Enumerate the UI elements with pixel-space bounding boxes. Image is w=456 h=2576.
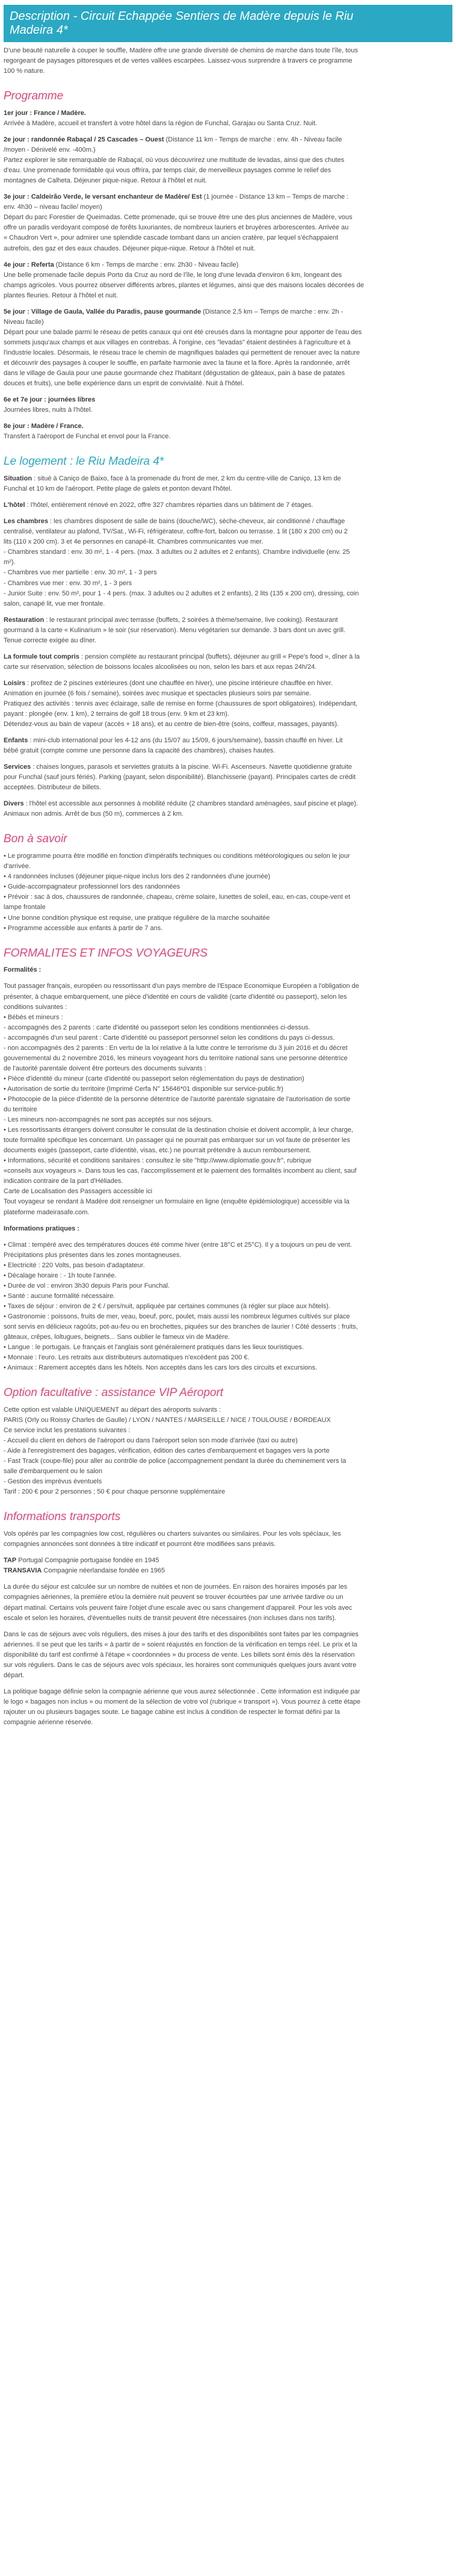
- option-line: Cette option est valable UNIQUEMENT au départ des aéroports suivants :: [4, 1406, 221, 1414]
- infos-pratiques-line: • Animaux : Rarement acceptés dans les hôtels. Non acceptés dans les cars lors des circuits et excursions.: [4, 1364, 318, 1372]
- option-block: [4, 1405, 452, 1497]
- transport-line: compagnie aérienne réservée.: [4, 1718, 93, 1726]
- option-line: - Gestion des imprévus éventuels: [4, 1478, 102, 1486]
- infos-pratiques-block: [4, 1240, 452, 1374]
- transport-intro-line: compagnies annoncées sont données à titre indicatif et pourront être modifiées sans préavis.: [4, 1541, 276, 1548]
- logement-line: [4, 547, 452, 557]
- day-text-line: « Chaudron Vert », pour admirer une splendide cascade tombant dans un ancien cratère, par lequel s'échappaient: [4, 234, 339, 242]
- formalites-subheading: Formalités :: [4, 966, 42, 974]
- transport-line: le logo « bagages non inclus » ou moment de la sélection de votre vol (rubrique « transport »). Vous pourrez à cette étape: [4, 1698, 361, 1705]
- infos-pratiques-line: • Electricité : 220 Volts, pas besoin d'adaptateur.: [4, 1261, 145, 1269]
- formalites-line: - Les mineurs non-accompagnés ne sont pas acceptés sur nos séjours.: [4, 1116, 213, 1124]
- formalites-line: • Photocopie de la pièce d'identité de la personne détentrice de l'autorité parentale signataire de l'autorisation de sortie: [4, 1095, 351, 1103]
- logement-line: [4, 568, 452, 578]
- logement-text: - Chambres vue mer partielle : env. 30 m², 1 - 3 pers: [4, 569, 157, 577]
- formalites-line: • Les ressortissants étrangers doivent consulter le consulat de la destination choisie et doivent accomplir, à leur charge,: [4, 1126, 354, 1134]
- logement-line: [4, 500, 452, 511]
- logement-line: [4, 772, 452, 783]
- formalites-line: Tout voyageur se rendant à Madère doit renseigner un formulaire en ligne (enquête épidémiologique) accessible via la: [4, 1198, 350, 1206]
- day-text-line: Partez explorer le site remarquable de Rabaçal, où vous découvrirez une multitude de levadas, ainsi que des chutes: [4, 157, 345, 164]
- logement-text: : mini-club international pour les 4-12 ans (du 15/07 au 15/09, 6 jours/semaine), bassin chauffé en hiver. Lit: [28, 737, 343, 745]
- day-text-line: douces et fruits), une belle expérience dans un esprit de convivialité. Nuit à l'hôtel.: [4, 380, 244, 388]
- formalites-line: de l'autorité parentale doivent être porteurs des documents suivants :: [4, 1064, 206, 1072]
- option-line: PARIS (Orly ou Roissy Charles de Gaulle) / LYON / NANTES / MARSEILLE / NICE / TOULOUSE / BORDEAUX: [4, 1417, 331, 1424]
- transport-line: La durée du séjour est calculée sur un nombre de nuitées et non de journées. En raison des horaires imposés par les: [4, 1583, 348, 1591]
- logement-text: : profitez de 2 piscines extérieures (dont une chauffée en hiver), une piscine intérieure chauffée en hiver.: [25, 679, 333, 687]
- bon-savoir-line: • Une bonne condition physique est requise, une pratique régulière de la marche souhaitée: [4, 914, 270, 922]
- formalites-line: plateforme madeirasafe.com.: [4, 1208, 90, 1216]
- transport-intro: [4, 1529, 452, 1550]
- page-title-line-2: Madeira 4*: [10, 23, 68, 37]
- day-title-line: [4, 260, 452, 270]
- logement-line: [4, 662, 452, 672]
- logement-line: [4, 652, 452, 662]
- logement-line: [4, 809, 452, 819]
- intro-line: 100 % nature.: [4, 67, 45, 75]
- logement-line: [4, 599, 452, 609]
- day-text-line: autrefois, des gaz et des eaux chaudes. Déjeuner pique-nique. Retour à l'hôtel et nuit.: [4, 244, 256, 252]
- day-text-line: Arrivée à Madère, accueil et transfert à votre hôtel dans la région de Funchal, Garajau ou Santa Cruz. Nuit.: [4, 119, 317, 127]
- day-title-line: [4, 192, 452, 202]
- option-line: - Accueil du client en dehors de l'aéroport ou dans l'aéroport selon son mode d'arrivée (taxi ou autre): [4, 1437, 298, 1445]
- logement-text: Animation en journée (6 fois / semaine), soirées avec musique et spectacles plusieurs soirs par semaine.: [4, 689, 312, 697]
- formalites-line: du territoire: [4, 1106, 37, 1114]
- transport-para-2: [4, 1630, 452, 1681]
- intro-line: regorgeant de paysages pittoresques et de vertes vallées escarpées. Laissez-vous surprendre à travers ce programme: [4, 57, 353, 65]
- logement-text: : pension complète au restaurant principal (buffets), déjeuner au grill « Pepe's food », dîner à la: [79, 653, 360, 660]
- airline-description: Compagnie néerlandaise fondée en 1965: [42, 1567, 165, 1575]
- logement-text: : l'hôtel est accessible aux personnes à mobilité réduite (2 chambres standard aménagées, sauf piscine et plage).: [23, 800, 359, 808]
- programme-day: [4, 135, 452, 186]
- logement-label: Situation: [4, 475, 32, 483]
- day-text-line: Transfert à l'aéroport de Funchal et envol pour la France.: [4, 433, 171, 441]
- programme-day: [4, 421, 452, 442]
- logement-line: [4, 719, 452, 730]
- logement-paragraph: [4, 799, 452, 819]
- logement-line: [4, 537, 452, 547]
- day-text-line: Une belle promenade facile depuis Porto da Cruz au nord de l'île, le long d'une levada d'environ 6 km, longeant des: [4, 271, 342, 279]
- transport-para-3: [4, 1687, 452, 1728]
- logement-line: [4, 636, 452, 646]
- transport-heading: Informations transports: [4, 1510, 121, 1524]
- logement-paragraph: [4, 517, 452, 609]
- option-line: Tarif : 200 € pour 2 personnes ; 50 € pour chaque personne supplémentaire: [4, 1488, 226, 1496]
- formalites-line: Tout passager français, européen ou ressortissant d'un pays membre de l'Espace Economique Européen a l'obligation de: [4, 982, 359, 990]
- formalites-line: gouvernemental du 2 novembre 2016, les mineurs voyageant hors du territoire national sans une personne détentrice: [4, 1054, 348, 1062]
- day-title: 8e jour : Madère / France.: [4, 423, 84, 430]
- bon-savoir-line: • Prévoir : sac à dos, chaussures de randonnée, chapeau, crème solaire, lunettes de soleil, eau, en-cas, coupe-vent et: [4, 893, 351, 901]
- formalites-line: • Pièce d'identité du mineur (carte d'identité ou passeport selon réglementation du pays de destination): [4, 1075, 304, 1082]
- logement-line: [4, 699, 452, 709]
- day-title-details: (Distance 6 km - Temps de marche : env. 2h30 - Niveau facile): [54, 261, 239, 268]
- day-text-line: Journées libres, nuits à l'hôtel.: [4, 406, 93, 414]
- day-text-line: d'eau. Une promenade formidable qui vous offrira, par temps clair, de merveilleux paysages comme le relief des: [4, 167, 331, 175]
- intro: [4, 46, 452, 76]
- day-title-line: [4, 395, 452, 405]
- logement-line: [4, 517, 452, 527]
- logement-text: : situé à Caniço de Baixo, face à la promenade du front de mer, 2 km du centre-ville de Caniço, 13 km de: [32, 475, 341, 483]
- airline-description: Portugal Compagnie portugaise fondée en 1945: [16, 1557, 159, 1565]
- logement-text: Funchal et 10 km de l'aéroport. Petite plage de galets et ponton devant l'hôtel.: [4, 485, 232, 493]
- option-heading: Option facultative : assistance VIP Aéroport: [4, 1386, 224, 1400]
- logement-line: [4, 689, 452, 699]
- logement-text: Pratiquez des activités : tennis avec éclairage, salle de remise en forme (chaussures de sport obligatoires). Indépendant,: [4, 700, 358, 707]
- option-line: salle d'embarquement ou le salon: [4, 1468, 103, 1476]
- infos-pratiques-subheading: Informations pratiques :: [4, 1224, 79, 1232]
- logement-text: lits (110 x 200 cm). 3 et 4e personnes en canapé-lit. Chambres communicantes vue mer.: [4, 538, 263, 546]
- day-text-line: env. 4h30 – niveau facile/ moyen): [4, 203, 102, 211]
- intro-line: D'une beauté naturelle à couper le souffle, Madère offre une grande diversité de chemins de marche dans toute l'île, tous: [4, 47, 358, 54]
- infos-pratiques-line: Précipitations plus présentes dans les zones montagneuses.: [4, 1251, 182, 1259]
- bon-savoir-heading: Bon à savoir: [4, 833, 67, 846]
- day-title: 2e jour : randonnée Rabaçal / 25 Cascades – Ouest: [4, 136, 164, 144]
- day-text-line: /moyen - Dénivelé env. -400m.): [4, 146, 96, 154]
- logement-line: [4, 615, 452, 625]
- day-title-details: (Distance 2,5 km – Temps de marche : env. 2h -: [201, 308, 344, 315]
- infos-pratiques-line: • Langue : le portugais. Le français et l'anglais sont généralement pratiqués dans les lieux touristiques.: [4, 1344, 304, 1352]
- logement-paragraph: [4, 500, 452, 511]
- day-text-line: dans le village de Gaula pour une pause gourmande chez l'habitant (dégustation de gâteaux, pain à base de patates: [4, 370, 345, 377]
- infos-pratiques-line: • Taxes de séjour : environ de 2 € / pers/nuit, appliquée par certaines communes (à régler sur place aux hôtels).: [4, 1302, 330, 1310]
- logement-line: [4, 709, 452, 719]
- logement-text: - Chambres vue mer : env. 30 m², 1 - 3 pers: [4, 579, 132, 587]
- bon-savoir-line: • Programme accessible aux enfants à partir de 7 ans.: [4, 924, 163, 932]
- option-line: Ce service inclut les prestations suivantes :: [4, 1427, 131, 1435]
- logement-section: [4, 474, 452, 819]
- logement-text: salon, canapé lit, vue mer frontale.: [4, 600, 105, 607]
- infos-pratiques-line: • Gastronomie : poissons, fruits de mer, veau, boeuf, porc, poulet, mais aussi les nombreux légumes cultivés sur place: [4, 1312, 350, 1320]
- day-text-line: montagnes de Calheta. Déjeuner pique-nique. Retour à l'hôtel et nuit.: [4, 177, 207, 185]
- logement-text: - Chambres standard : env. 30 m², 1 - 4 pers. (max. 3 adultes ou 2 adultes et 2 enfants). Chambre individuelle (env. 25: [4, 548, 350, 556]
- formalites-line: conditions suivantes :: [4, 1003, 67, 1011]
- logement-text: pour Funchal (sauf jours fériés). Parking (payant, selon disponibilité). Blanchisserie (payant). Principales cartes de crédit: [4, 774, 356, 781]
- day-title: 4e jour : Referta: [4, 261, 54, 268]
- infos-pratiques-line: • Durée de vol : environ 3h30 depuis Paris pour Funchal.: [4, 1282, 170, 1290]
- programme-day: [4, 395, 452, 415]
- bon-savoir-line: • Guide-accompagnateur professionnel lors des randonnées: [4, 883, 180, 891]
- day-text-line: plantes fleuries. Retour à l'hôtel et nuit.: [4, 291, 118, 299]
- logement-text: Détendez-vous au bain de vapeur (accès + 18 ans), et au centre de bien-être (soins, coiffeur, massages, payants).: [4, 721, 339, 728]
- logement-text: - Junior Suite : env. 50 m², pour 1 - 4 pers. (max. 3 adultes ou 2 adultes et 2 enfants), 2 lits (135 x 200 cm), dressing, coin: [4, 589, 359, 597]
- day-title-line: [4, 135, 452, 145]
- logement-text: bébé gratuit (compte comme une personne dans la capacité des chambres), chaises hautes.: [4, 747, 276, 755]
- programme-heading: Programme: [4, 90, 64, 103]
- airline-entry: [4, 1556, 452, 1566]
- transport-intro-line: Vols opérés par les compagnies low cost, régulières ou charters suivantes ou similaires. Pour les vols spéciaux, les: [4, 1530, 341, 1538]
- page-title-line-1: Description - Circuit Echappée Sentiers de Madère depuis le Riu: [10, 10, 354, 23]
- logement-line: [4, 736, 452, 746]
- logement-paragraph: [4, 474, 452, 494]
- logement-text: Animaux non admis. Arrêt de bus (50 m), commerces à 2 km.: [4, 810, 183, 818]
- formalites-heading: FORMALITES ET INFOS VOYAGEURS: [4, 946, 208, 960]
- logement-label: Restauration: [4, 616, 45, 624]
- logement-line: [4, 746, 452, 756]
- transport-line: Dans le cas de séjours avec vols réguliers, des mises à jour des tarifs et des disponibilités sont faites par les compagnies: [4, 1630, 359, 1638]
- day-title: 3e jour : Caldeirão Verde, le versant enchanteur de Madère/ Est: [4, 193, 202, 201]
- day-title: 6e et 7e jour : journées libres: [4, 396, 96, 404]
- transport-line: escale et selon les horaires, d'éventuelles nuits de transit peuvent être nécessaires (non incluses dans nos tarifs).: [4, 1614, 337, 1622]
- transport-companies: [4, 1556, 452, 1576]
- logement-paragraph: [4, 615, 452, 646]
- programme-day: [4, 307, 452, 389]
- day-text-line: et découvrir des paysages à couper le souffle, en parfaite harmonie avec la faune et la flore. Après la randonnée, arrêt: [4, 359, 350, 367]
- airline-name: TRANSAVIA: [4, 1567, 42, 1575]
- logement-line: [4, 579, 452, 589]
- logement-paragraph: [4, 762, 452, 793]
- infos-pratiques-line: • Climat : tempéré avec des températures douces été comme hiver (entre 18°C et 25°C). Il y a toujours un peu de vent.: [4, 1241, 352, 1249]
- formalites-line: - non accompagnés des 2 parents : En vertu de la loi relative à la lutte contre le terrorisme du 3 juin 2016 et du décret: [4, 1044, 348, 1052]
- day-text-line: sommets jusqu'aux champs et aux villages en contrebas. À l'origine, ces "levadas" étaient destinées à l'agriculture et à: [4, 338, 351, 346]
- logement-line: [4, 783, 452, 793]
- logement-line: [4, 484, 452, 494]
- formalites-line: toute formalité spécifique les concernant. Un passager qui ne pourrait pas embarquer sur un vol faute de présenter les: [4, 1137, 350, 1144]
- logement-text: : le restaurant principal avec terrasse (buffets, 2 soirées à thème/semaine, live cooking). Restaurant: [44, 616, 338, 624]
- day-title-line: [4, 421, 452, 432]
- infos-pratiques-line: gâteaux, crêpes, loltugues, beignets... Sans oublier le fameux vin de Madère.: [4, 1333, 230, 1341]
- logement-heading: Le logement : le Riu Madeira 4*: [4, 455, 164, 468]
- logement-label: Divers: [4, 800, 24, 808]
- day-text-line: Départ pour une balade parmi le réseau de petits canaux qui ont été creusés dans la montagne pour apporter de l'eau des: [4, 328, 362, 336]
- option-line: - Aide à l'enregistrement des bagages, vérification, édition des cartes d'embarquement et bagages vers la porte: [4, 1447, 330, 1455]
- logement-text: payant : plongée (env. 1 km), 2 terrains de golf 18 trous (env. 9 km et 23 km).: [4, 710, 229, 718]
- logement-line: [4, 557, 452, 568]
- logement-label: Services: [4, 763, 31, 771]
- logement-label: Loisirs: [4, 679, 26, 687]
- logement-line: [4, 678, 452, 689]
- programme-day: [4, 260, 452, 301]
- programme-day: [4, 192, 452, 253]
- logement-text: Tenue correcte exigée au dîner.: [4, 636, 97, 644]
- transport-line: départ.: [4, 1671, 25, 1679]
- transport-line: sur vols réguliers. Dans le cas de séjours avec vols spéciaux, les horaires sont communiqués quelques jours avant votre: [4, 1661, 357, 1669]
- formalites-block: [4, 981, 452, 1217]
- formalites-line: • Informations, sécurité et conditions sanitaires : consultez le site "http://www.diplomatie.gouv.fr", rubrique: [4, 1157, 312, 1165]
- formalites-line: - accompagnés d'un seul parent : Carte d'identité ou passeport personnel selon les conditions du pays ci-dessus.: [4, 1034, 335, 1041]
- page-title: [4, 5, 452, 42]
- formalites-line: - accompagnés des 2 parents : carte d'identité ou passeport selon les conditions mentionnées ci-dessus.: [4, 1023, 310, 1031]
- formalites-line: «conseils aux voyageurs ». Dans tous les cas, l'accomplissement et le paiement des formalités incombent au client, sauf: [4, 1167, 357, 1175]
- infos-pratiques-line: • Décalage horaire : - 1h toute l'année.: [4, 1271, 117, 1279]
- logement-text: : chaises longues, parasols et serviettes gratuits à la piscine. Wi-Fi. Ascenseurs. Navette quotidienne gratuite: [31, 763, 353, 771]
- formalites-line: présenter, à chaque embarquement, une pièce d'identité en cours de validité (carte d'identité ou passeport), selon les: [4, 993, 347, 1001]
- transport-para-1: [4, 1582, 452, 1623]
- day-text-line: l'industrie locales. Désormais, le réseau trace le chemin de magnifiques balades qui permettent de renouer avec la nature: [4, 349, 360, 356]
- logement-paragraph: [4, 736, 452, 756]
- day-title-details: (1 journée - Distance 13 km – Temps de marche :: [202, 193, 349, 201]
- bon-savoir-line: lampe frontale: [4, 904, 46, 911]
- infos-pratiques-line: • Santé : aucune formalité nécessaire.: [4, 1292, 116, 1300]
- logement-paragraph: [4, 652, 452, 672]
- logement-label: Enfants: [4, 737, 28, 745]
- logement-label: Les chambres: [4, 518, 48, 526]
- logement-label: L'hôtel: [4, 501, 25, 509]
- formalites-line: indication contraire de la part d'Héliades.: [4, 1178, 123, 1185]
- airline-name: TAP: [4, 1557, 17, 1565]
- day-title: 5e jour : Village de Gaula, Vallée du Paradis, pause gourmande: [4, 308, 202, 315]
- day-title-line: [4, 307, 452, 317]
- day-title: 1er jour : France / Madère.: [4, 109, 86, 117]
- transport-line: compagnies aériennes, la première et/ou la dernière nuit peuvent se trouver écourtées par une arrivée tardive ou un: [4, 1594, 344, 1601]
- logement-text: acceptées. Distributeur de billets.: [4, 784, 102, 792]
- logement-paragraph: [4, 678, 452, 730]
- formalites-line: documents exigés (passeport, carte d'identité, visas, etc.) ne pourrait prétendre à aucun remboursement.: [4, 1147, 311, 1155]
- logement-text: gourmand à la carte « Kulinarium » le soir (sur réservation). Menu végétarien sur demande. 3 bars dont un avec grill.: [4, 626, 346, 634]
- logement-line: [4, 589, 452, 599]
- transport-line: La politique bagage définie selon la compagnie aérienne que vous aurez sélectionnée . Cette information est indiquée par: [4, 1687, 360, 1695]
- programme-days: [4, 108, 452, 442]
- infos-pratiques-line: sont servis en délicieux ragoûts, pot-au-feu ou en brochettes, piquées sur des branches de laurier ! Côté desserts : fruits,: [4, 1323, 358, 1330]
- day-title-details: (Distance 11 km - Temps de marche : env. 4h - Niveau facile: [164, 136, 342, 144]
- bon-savoir-list: [4, 851, 452, 933]
- logement-line: [4, 762, 452, 772]
- airline-entry: [4, 1566, 452, 1576]
- formalites-line: • Autorisation de sortie du territoire (Imprimé Cerfa N° 15646*01 disponible sur service-public.fr): [4, 1085, 283, 1093]
- logement-text: : les chambres disposent de salle de bains (douche/WC), sèche-cheveux, air conditionné / chauffage: [48, 518, 345, 526]
- day-text-line: Niveau facile): [4, 318, 44, 326]
- day-text-line: champs agricoles. Vous pourrez observer différents arbres, plantes et légumes, ainsi que des maisons locales décorées de: [4, 281, 365, 289]
- logement-label: La formule tout compris: [4, 653, 79, 660]
- transport-line: départ matinal. Certains vols peuvent faire l'objet d'une escale avec ou sans changement d'appareil. Pour les vols avec: [4, 1604, 353, 1612]
- infos-pratiques-line: • Monnaie : l'euro. Les retraits aux distributeurs automatiques n'excèdent pas 200 €.: [4, 1354, 250, 1362]
- logement-text: : l'hôtel, entièrement rénové en 2022, offre 327 chambres réparties dans un bâtiment de 7 étages.: [25, 501, 313, 509]
- logement-line: [4, 527, 452, 537]
- logement-line: [4, 474, 452, 484]
- formalites-line: Carte de Localisation des Passagers accessible ici: [4, 1188, 153, 1196]
- day-text-line: offre un paradis verdoyant composé de forêts luxuriantes, de nombreux lauriers et bruyères arborescentes. Arrivée au: [4, 224, 349, 232]
- logement-text: m²).: [4, 559, 16, 566]
- day-text-line: Départ du parc Forestier de Queimadas. Cette promenade, qui se trouve être une des plus anciennes de Madère, vous: [4, 214, 353, 222]
- day-title-line: [4, 108, 452, 119]
- programme-day: [4, 108, 452, 129]
- option-line: - Fast Track (coupe-file) pour aller au contrôle de police (accompagnement pendant la durée du cheminement vers la: [4, 1457, 347, 1465]
- logement-line: [4, 799, 452, 809]
- transport-line: disponibilité du tarif est confirmé à l'étape « coordonnées » du process de vente. Les billets sont émis dès la réservation: [4, 1651, 355, 1659]
- transport-line: aériennes. Il se peut que les tarifs « à partir de » soient réajustés en fonction de la vérification en temps réel. Le prix et la: [4, 1640, 357, 1648]
- bon-savoir-line: d'arrivée.: [4, 863, 31, 871]
- logement-text: centralisé, ventilateur au plafond, TV/Sat., Wi-Fi, réfrigérateur, coffre-fort, balcon ou terrasse. 1 lit (180 x 200 cm) ou 2: [4, 528, 348, 536]
- formalites-line: • Bébés et mineurs :: [4, 1013, 63, 1021]
- logement-line: [4, 625, 452, 636]
- logement-text: carte sur réservation, sélection de boissons locales alcoolisées ou non, selon les bars et aux repas 24h/24.: [4, 663, 317, 671]
- bon-savoir-line: • 4 randonnées incluses (déjeuner pique-nique inclus lors des 2 randonnées d'une journée): [4, 873, 271, 881]
- bon-savoir-line: • Le programme pourra être modifié en fonction d'impératifs techniques ou conditions météorologiques ou selon le jour: [4, 852, 350, 860]
- transport-line: rajouter un ou plusieurs bagages soute. Le bagage cabine est inclus à condition de respecter le format défini par la: [4, 1708, 340, 1716]
